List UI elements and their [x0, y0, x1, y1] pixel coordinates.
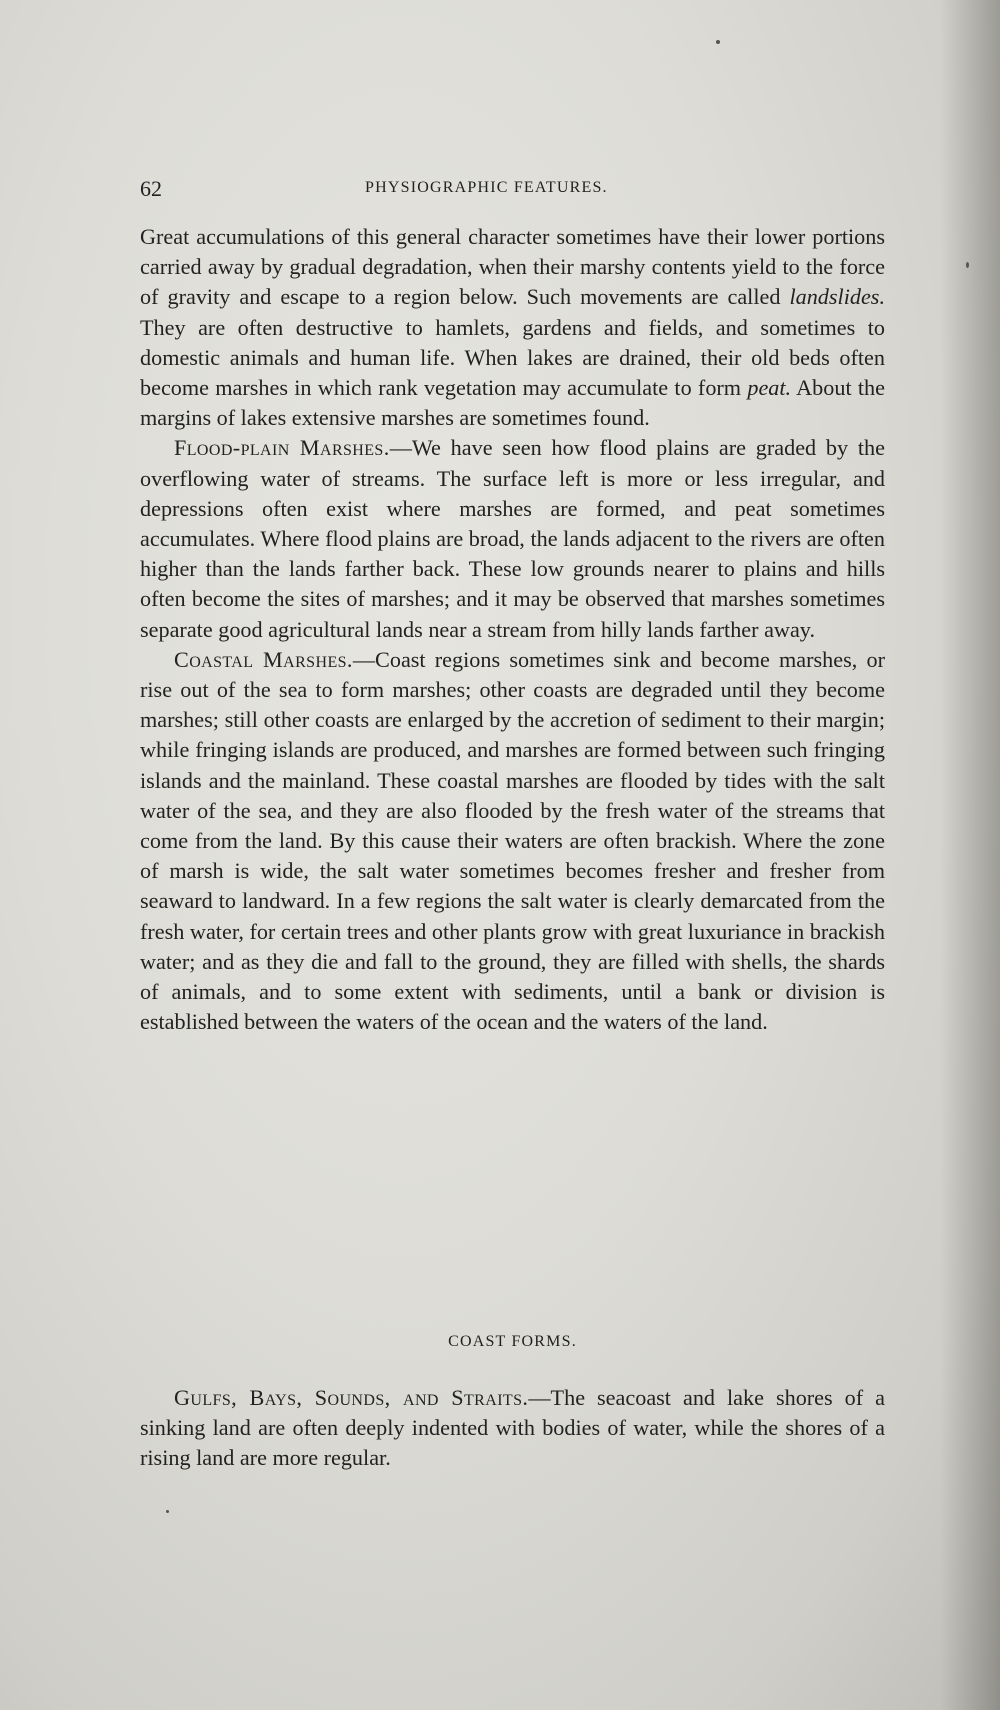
page-number: 62	[140, 176, 162, 201]
body-text	[140, 222, 885, 1037]
paragraph-text: —Coast regions sometimes sink and become marshes, or rise out of the sea to form marshes; other coasts are degraded until they become marshes; still other coasts are enlarged by the accretion of sediment to their margin; while fringing islands are produced, and marshes are formed between such fringing islands and the mainland. These coastal marshes are flooded by tides with the salt water of the sea, and they are also flooded by the fresh water of the streams that come from the land. By this cause their waters are often brackish. Where the zone of marsh is wide, the salt water sometimes becomes fresher and fresher from seaward to landward. In a few regions the salt water is clearly demarcated from the fresh water, for certain trees and other plants grow with great luxuriance in brackish water; and as they die and fall to the ground, they are filled with shells, the shards of animals, and to some extent with sediments, until a bank or division is established between the waters of the ocean and the waters of the land.	[140, 646, 885, 1035]
paragraph-flood-plain-marshes	[140, 433, 885, 644]
paragraph-text: —The seacoast and lake shores of a sinking land are often deeply indented with bodies of water, while the shores of a rising land are more regular.	[140, 1385, 885, 1471]
paragraph-coastal-marshes	[140, 645, 885, 1038]
body-text-continued	[140, 1383, 885, 1474]
running-head: PHYSIOGRAPHIC FEATURES.	[365, 179, 608, 196]
paper-speck	[166, 1510, 169, 1513]
paper-speck	[716, 40, 720, 44]
run-in-heading: Flood-plain Marshes.	[174, 435, 390, 461]
paragraph-text: Great accumulations of this general character sometimes have their lower portions carried away by gradual degradation, when their marshy contents yield to the force of gravity and escape to a region below. Such movements are called	[140, 224, 885, 310]
paragraph-landslides	[140, 222, 885, 433]
term-landslides: landslides.	[789, 284, 885, 310]
page-edge-shadow	[940, 0, 1000, 1710]
term-peat: peat.	[747, 375, 792, 401]
paragraph-gulfs-bays	[140, 1383, 885, 1474]
paragraph-text: They are often destructive to hamlets, gardens and fields, and sometimes to domestic animals and human life. When lakes are drained, their old beds often become marshes in which rank vegetation may accumulate to form	[140, 314, 885, 401]
section-heading: COAST FORMS.	[448, 1333, 577, 1350]
paragraph-text: About the margins of lakes extensive marshes are sometimes found.	[140, 375, 885, 431]
paragraph-text: —We have seen how flood plains are graded by the overflowing water of streams. The surface left is more or less irregular, and depressions often exist where marshes are formed, and peat sometimes accumulates. Where flood plains are broad, the lands adjacent to the rivers are often higher than the lands farther back. These low grounds nearer to plains and hills often become the sites of marshes; and it may be observed that marshes sometimes separate good agricultural lands near a stream from hilly lands farther away.	[140, 435, 885, 642]
page-header	[140, 176, 885, 206]
run-in-heading: Coastal Marshes.	[174, 646, 353, 672]
paper-speck	[966, 262, 969, 268]
run-in-heading: Gulfs, Bays, Sounds, and Straits.	[174, 1385, 529, 1410]
